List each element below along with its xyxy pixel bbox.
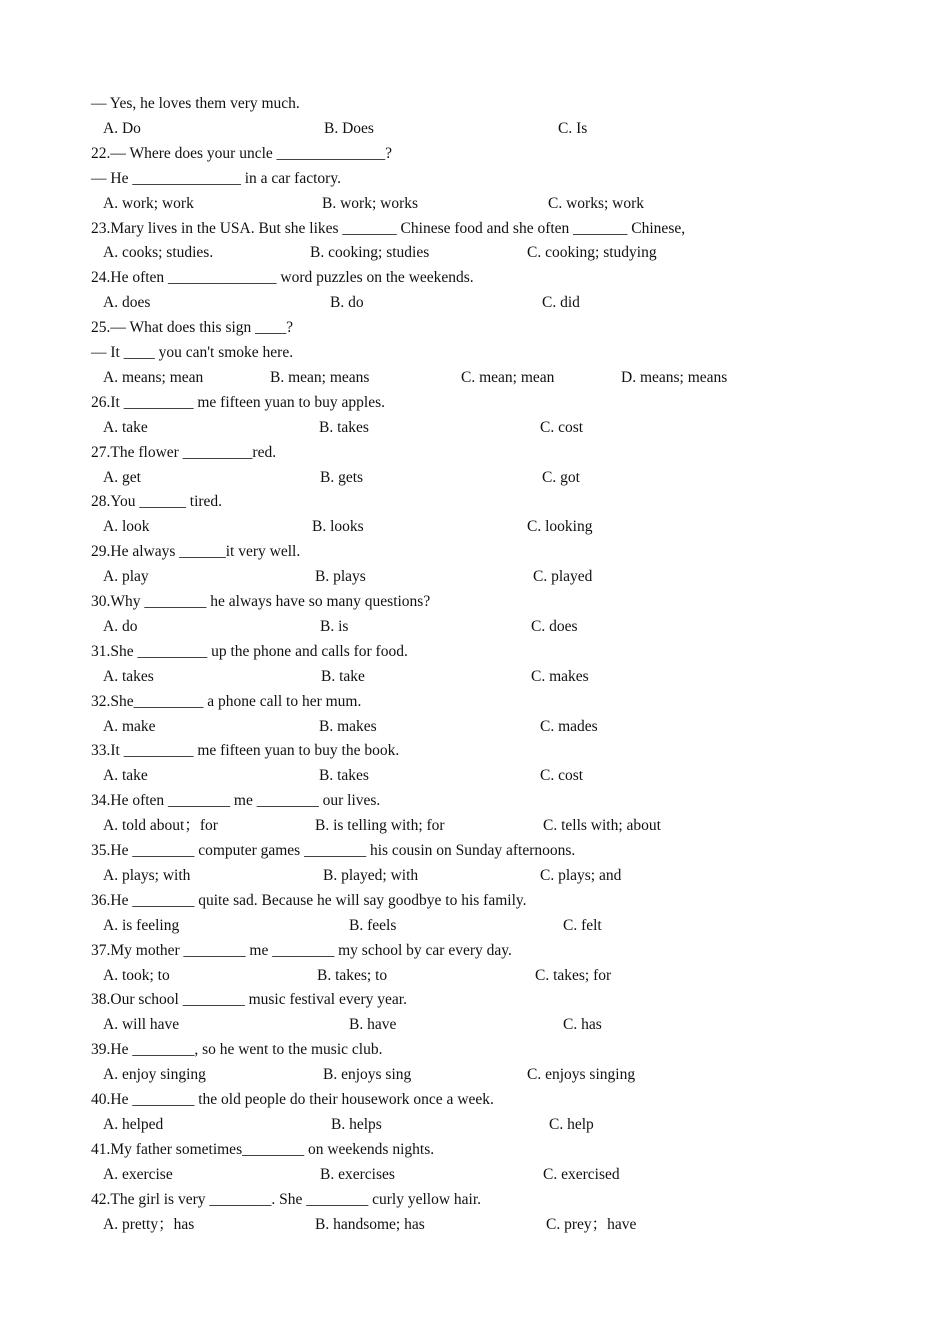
answer-option: A. plays; with: [103, 866, 191, 884]
question-line: 38.Our school ________ music festival every year.: [91, 991, 407, 1009]
answer-option: C. cost: [540, 767, 584, 785]
answer-option: C. takes; for: [535, 966, 612, 984]
answer-option: B. takes: [319, 767, 369, 785]
answer-option: A. does: [103, 294, 151, 312]
answer-option: A. take: [103, 767, 148, 785]
question-line: 23.Mary lives in the USA. But she likes _______ Chinese food and she often _______ Chinese,: [91, 219, 686, 237]
answer-option: C. cost: [540, 418, 584, 436]
question-line: 24.He often ______________ word puzzles on the weekends.: [91, 269, 474, 287]
answer-option: C. help: [549, 1115, 594, 1133]
question-line: 27.The flower _________red.: [91, 443, 277, 461]
answer-option: B. helps: [331, 1115, 382, 1133]
answer-option: A. work; work: [103, 194, 194, 212]
question-line: 31.She _________ up the phone and calls for food.: [91, 642, 408, 660]
question-line: 29.He always ______it very well.: [91, 543, 301, 561]
answer-option: B. mean; means: [270, 368, 370, 386]
question-line: 36.He ________ quite sad. Because he will say goodbye to his family.: [91, 891, 527, 909]
answer-option: B. is telling with; for: [315, 817, 445, 835]
answer-option: B. handsome; has: [315, 1215, 425, 1233]
answer-option: A. takes: [103, 667, 154, 685]
answer-option: B. feels: [349, 916, 397, 934]
question-line: 32.She_________ a phone call to her mum.: [91, 692, 362, 710]
answer-option: A. enjoy singing: [103, 1066, 206, 1084]
answer-option: C. played: [533, 568, 593, 586]
answer-option: C. cooking; studying: [527, 244, 657, 262]
answer-option: A. means; mean: [103, 368, 204, 386]
answer-option: B. Does: [324, 119, 374, 137]
question-line: 35.He ________ computer games ________ his cousin on Sunday afternoons.: [91, 842, 576, 859]
answer-option: A. exercise: [103, 1165, 173, 1183]
answer-option: C. Is: [558, 119, 588, 137]
answer-option: A. play: [103, 568, 149, 586]
answer-option: C. makes: [531, 667, 589, 685]
answer-option: C. tells with; about: [543, 817, 661, 835]
answer-option: A. take: [103, 418, 148, 436]
answer-option: C. looking: [527, 518, 593, 536]
answer-option: A. do: [103, 617, 138, 635]
answer-option: B. do: [330, 294, 364, 312]
question-line: 33.It _________ me fifteen yuan to buy the book.: [91, 742, 400, 760]
question-line: 40.He ________ the old people do their housework once a week.: [91, 1091, 494, 1108]
answer-option: B. is: [320, 617, 349, 635]
question-line: 39.He ________, so he went to the music club.: [91, 1041, 383, 1059]
question-line: 26.It _________ me fifteen yuan to buy apples.: [91, 393, 386, 411]
answer-option: B. makes: [319, 717, 377, 735]
answer-option: B. cooking; studies: [310, 244, 430, 262]
answer-option: B. gets: [320, 468, 364, 486]
answer-option: A. took; to: [103, 966, 170, 984]
question-line: — Yes, he loves them very much.: [91, 95, 300, 112]
answer-option: A. is feeling: [103, 916, 180, 934]
answer-option: B. looks: [312, 518, 364, 536]
answer-option: A. helped: [103, 1115, 164, 1133]
answer-option: B. enjoys sing: [323, 1066, 412, 1084]
answer-option: B. takes: [319, 418, 369, 436]
question-line: 34.He often ________ me ________ our lives.: [91, 792, 381, 810]
question-line: 22.— Where does your uncle ______________?: [91, 144, 393, 162]
answer-option: A. make: [103, 717, 156, 735]
answer-option: C. prey；have: [546, 1215, 637, 1233]
answer-option: A. look: [103, 518, 150, 536]
answer-option: C. does: [531, 617, 578, 635]
answer-option: A. get: [103, 468, 141, 486]
answer-option: C. works; work: [548, 194, 645, 212]
question-line: 30.Why ________ he always have so many questions?: [91, 593, 431, 610]
answer-option: C. did: [542, 294, 580, 312]
answer-option: A. told about；for: [103, 817, 218, 835]
answer-option: C. mades: [540, 717, 598, 735]
answer-option: C. felt: [563, 916, 602, 934]
answer-option: A. pretty；has: [103, 1215, 195, 1233]
answer-option: B. plays: [315, 568, 366, 586]
question-line: — It ____ you can't smoke here.: [91, 344, 294, 361]
answer-option: B. played; with: [323, 866, 419, 884]
answer-option: C. exercised: [543, 1165, 620, 1183]
answer-option: C. mean; mean: [461, 368, 555, 386]
answer-option: A. cooks; studies.: [103, 244, 214, 262]
answer-option: B. takes; to: [317, 966, 388, 984]
question-line: 41.My father sometimes________ on weekends nights.: [91, 1140, 435, 1158]
question-line: — He ______________ in a car factory.: [91, 169, 341, 187]
answer-option: C. plays; and: [540, 866, 622, 884]
question-line: 28.You ______ tired.: [91, 493, 223, 511]
answer-option: B. exercises: [320, 1165, 395, 1183]
question-line: 25.— What does this sign ____?: [91, 319, 294, 337]
answer-option: A. will have: [103, 1016, 180, 1034]
answer-option: B. work; works: [322, 194, 419, 212]
answer-option: D. means; means: [621, 368, 728, 386]
question-line: 42.The girl is very ________. She ________ curly yellow hair.: [91, 1190, 482, 1208]
answer-option: B. have: [349, 1016, 397, 1034]
answer-option: C. got: [542, 468, 580, 486]
question-line: 37.My mother ________ me ________ my school by car every day.: [91, 941, 512, 959]
answer-option: C. enjoys singing: [527, 1066, 636, 1084]
answer-option: A. Do: [103, 119, 141, 137]
answer-option: C. has: [563, 1016, 602, 1034]
answer-option: B. take: [321, 667, 365, 685]
